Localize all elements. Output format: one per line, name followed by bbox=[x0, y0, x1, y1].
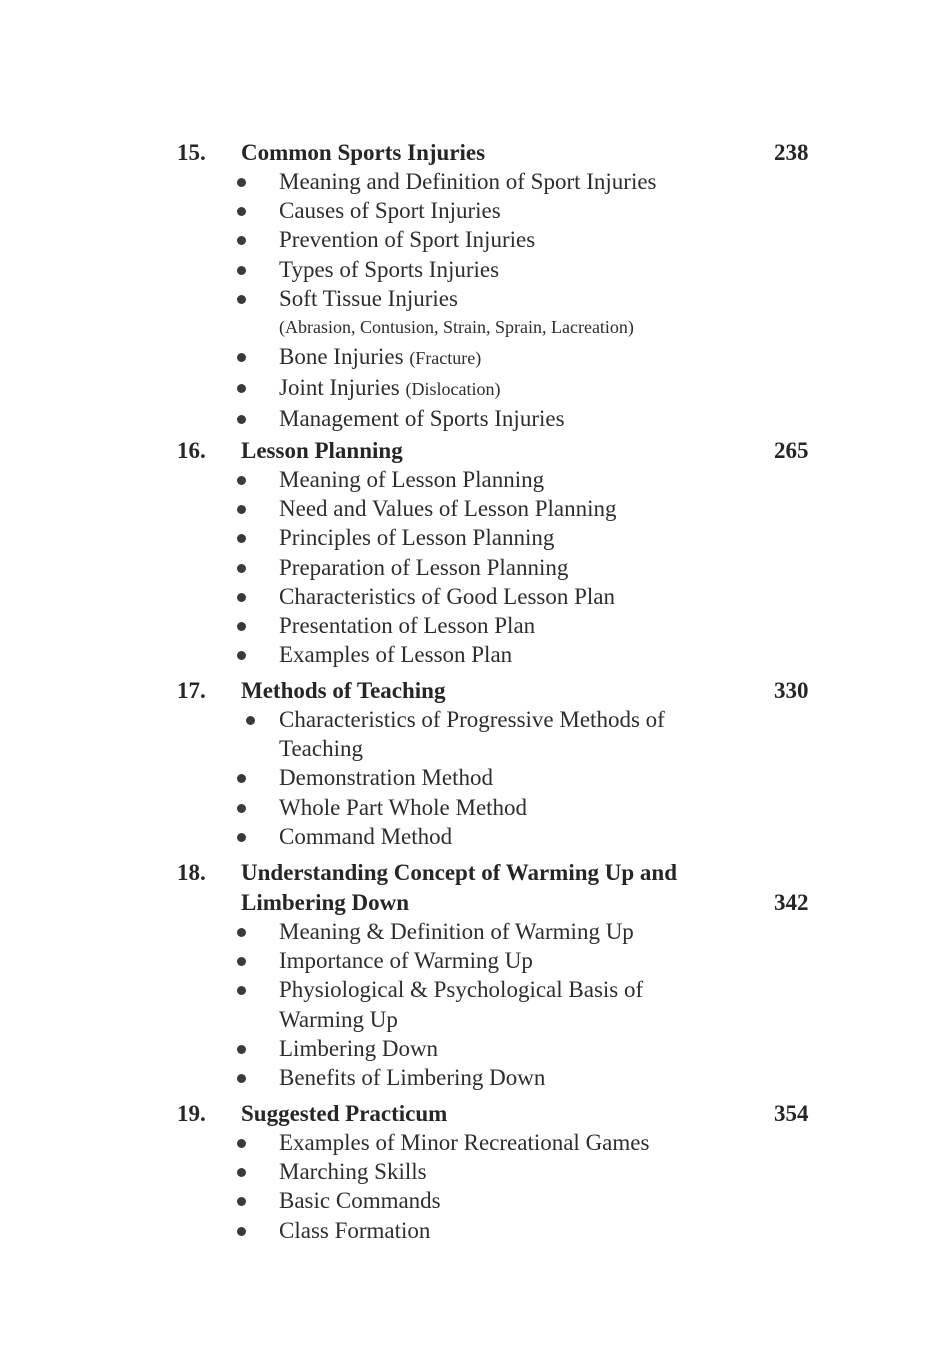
topic-text: Limbering Down bbox=[279, 1035, 439, 1061]
bullet-icon bbox=[237, 833, 246, 842]
bullet-icon bbox=[237, 986, 246, 995]
list-item bbox=[0, 1034, 749, 1063]
bullet-icon bbox=[237, 564, 246, 573]
topic-text: Class Formation bbox=[279, 1217, 431, 1243]
topic-text: Basic Commands bbox=[279, 1188, 441, 1214]
topic-text: Characteristics of Progressive Methods of Teaching bbox=[279, 707, 665, 762]
bullet-icon bbox=[237, 415, 246, 424]
list-item bbox=[0, 225, 749, 254]
list-item bbox=[0, 342, 749, 373]
bullet-icon bbox=[237, 266, 246, 275]
topic-text: Whole Part Whole Method bbox=[279, 794, 528, 820]
list-item bbox=[0, 1216, 749, 1245]
list-item bbox=[0, 793, 749, 822]
chapter-number: 17. bbox=[177, 678, 206, 703]
chapter-number: 18. bbox=[177, 860, 206, 885]
bullet-icon bbox=[237, 593, 246, 602]
chapter-number: 16. bbox=[177, 438, 206, 463]
list-item bbox=[0, 946, 749, 975]
bullet-icon bbox=[237, 774, 246, 783]
list-item bbox=[0, 284, 749, 342]
topic-text: Characteristics of Good Lesson Plan bbox=[279, 583, 615, 609]
chapter-title[interactable]: Methods of Teaching bbox=[241, 678, 446, 703]
topic-text: Joint Injuries bbox=[279, 375, 400, 401]
chapter-title[interactable]: Lesson Planning bbox=[241, 438, 403, 463]
list-item bbox=[0, 822, 749, 851]
topic-text: Importance of Warming Up bbox=[279, 948, 533, 974]
bullet-icon bbox=[237, 622, 246, 631]
topic-text: Management of Sports Injuries bbox=[279, 406, 565, 432]
list-item bbox=[0, 255, 749, 284]
topic-text: Command Method bbox=[279, 823, 453, 849]
list-item bbox=[0, 1186, 749, 1215]
list-item bbox=[0, 1128, 749, 1157]
list-item bbox=[0, 196, 749, 225]
bullet-icon bbox=[237, 505, 246, 514]
topic-text: Prevention of Sport Injuries bbox=[279, 227, 536, 253]
bullet-icon bbox=[237, 1045, 246, 1054]
bullet-icon bbox=[237, 207, 246, 216]
chapter-title[interactable]: Common Sports Injuries bbox=[241, 140, 486, 165]
topic-text: Meaning of Lesson Planning bbox=[279, 467, 545, 492]
bullet-icon bbox=[237, 353, 246, 362]
topic-text: Meaning and Definition of Sport Injuries bbox=[279, 169, 657, 194]
topic-text: Principles of Lesson Planning bbox=[279, 525, 555, 551]
topic-note: (Fracture) bbox=[409, 348, 482, 369]
topic-text: Demonstration Method bbox=[279, 765, 493, 791]
bullet-icon bbox=[237, 1139, 246, 1148]
list-item bbox=[0, 1157, 749, 1186]
list-item bbox=[0, 763, 749, 792]
list-item bbox=[0, 373, 749, 404]
topic-note: (Abrasion, Contusion, Strain, Sprain, Lacreation) bbox=[279, 317, 634, 338]
topic-list bbox=[0, 465, 946, 669]
chapter-page-number[interactable]: 330 bbox=[774, 678, 809, 703]
bullet-icon bbox=[237, 1074, 246, 1083]
chapter-page-number[interactable]: 354 bbox=[774, 1101, 809, 1126]
topic-text: Examples of Lesson Plan bbox=[279, 642, 513, 668]
bullet-icon bbox=[237, 178, 246, 187]
topic-text: Examples of Minor Recreational Games bbox=[279, 1130, 650, 1155]
list-item bbox=[0, 640, 749, 669]
bullet-icon bbox=[237, 1168, 246, 1177]
topic-text: Types of Sports Injuries bbox=[279, 256, 500, 282]
topic-note: (Dislocation) bbox=[405, 379, 501, 400]
list-item bbox=[0, 404, 749, 433]
list-item bbox=[0, 611, 749, 640]
list-item bbox=[0, 167, 749, 196]
topic-text: Presentation of Lesson Plan bbox=[279, 613, 536, 639]
topic-text: Need and Values of Lesson Planning bbox=[279, 496, 617, 522]
topic-text: Preparation of Lesson Planning bbox=[279, 554, 569, 580]
list-item bbox=[0, 465, 749, 494]
topic-list bbox=[0, 917, 946, 1092]
topic-text: Marching Skills bbox=[279, 1159, 427, 1185]
chapter-number: 19. bbox=[177, 1101, 206, 1126]
topic-text: Causes of Sport Injuries bbox=[279, 198, 501, 224]
bullet-icon bbox=[237, 1227, 246, 1236]
chapter-title[interactable]: Suggested Practicum bbox=[241, 1101, 448, 1126]
topic-text: Benefits of Limbering Down bbox=[279, 1065, 546, 1091]
bullet-icon bbox=[237, 804, 246, 813]
chapter-title[interactable]: Understanding Concept of Warming Up and Limbering Down bbox=[241, 860, 678, 915]
bullet-icon bbox=[237, 236, 246, 245]
topic-text: Physiological & Psychological Basis of Warming Up bbox=[279, 977, 644, 1032]
list-item bbox=[0, 705, 719, 763]
chapter-number: 15. bbox=[177, 140, 206, 165]
list-item bbox=[0, 582, 749, 611]
list-item bbox=[0, 494, 749, 523]
bullet-icon bbox=[237, 928, 246, 937]
list-item bbox=[0, 917, 749, 946]
bullet-icon bbox=[237, 957, 246, 966]
topic-text: Bone Injuries bbox=[279, 344, 404, 370]
chapter-page-number[interactable]: 265 bbox=[774, 438, 809, 463]
topic-text: Soft Tissue Injuries bbox=[279, 285, 458, 311]
topic-list bbox=[0, 705, 946, 851]
chapter-page-number[interactable]: 342 bbox=[774, 890, 809, 915]
bullet-icon bbox=[246, 716, 255, 725]
topic-text: Meaning & Definition of Warming Up bbox=[279, 919, 634, 944]
list-item bbox=[0, 553, 749, 582]
bullet-icon bbox=[237, 476, 246, 485]
chapter-page-number[interactable]: 238 bbox=[774, 140, 809, 165]
list-item bbox=[0, 975, 679, 1033]
topic-list bbox=[0, 167, 946, 434]
bullet-icon bbox=[237, 534, 246, 543]
bullet-icon bbox=[237, 651, 246, 660]
list-item bbox=[0, 523, 749, 552]
topic-list bbox=[0, 1128, 946, 1245]
list-item bbox=[0, 1063, 749, 1092]
bullet-icon bbox=[237, 295, 246, 304]
bullet-icon bbox=[237, 1197, 246, 1206]
bullet-icon bbox=[237, 384, 246, 393]
